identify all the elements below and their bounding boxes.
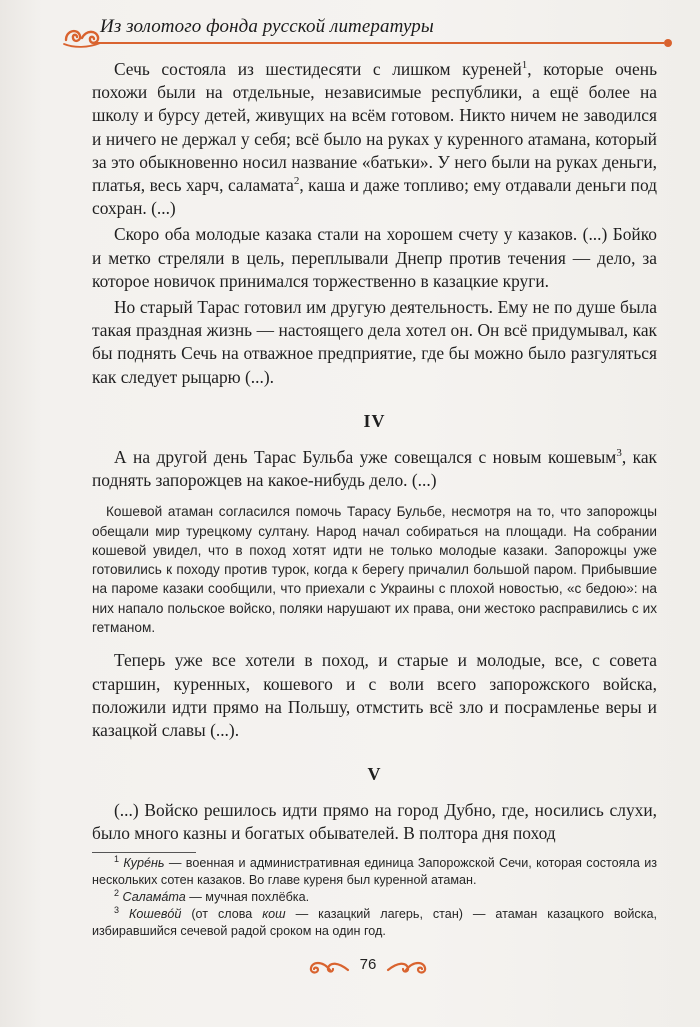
chapter-summary: Кошевой атаман согласился помочь Тарасу Бульбе, несмотря на то, что запорожцы обещали мир турецкому султану. Народ начал собираться на площади. На собрании кошевой увидел, что в поход хотят идти не только молодые казаки. Запорожцы уже готовились к походу против турок, когда к берегу причалил большой паром. Прибывшие на пароме казаки сообщили, что приехали с Украины с плохой новостью, «с бедою»: на них напало польское войско, поляки нарушают их права, они жестоко расправились с их гетманом.	[92, 504, 657, 636]
page-number-block	[308, 954, 428, 984]
footnote: $^3$ Кошевóй (от слова кош — казацкий лагерь, стан) — атаман казацкого войска, избиравшийся сечевой радой сроком на один год.	[92, 905, 658, 938]
chapter-heading: V	[367, 764, 382, 785]
footnote-divider	[92, 852, 196, 853]
footnotes	[92, 855, 657, 940]
header-rule	[94, 42, 664, 44]
paragraph: Но старый Тарас готовил им другую деятельность. Ему не по душе была такая праздная жизнь — настоящего дела хотел он. Он всё придумывал, как бы поднять Сечь на отважное предприятие, где бы можно было разгуляться как следует рыцарю (...).	[92, 297, 657, 387]
swirl-ornament-icon	[386, 958, 428, 978]
page-number: 76	[359, 956, 377, 973]
paragraph: Сечь состояла из шестидесяти с лишком куреней$^1$, которые очень похожи были на отдельные, независимые республики, а ещё более на школу и бурсу детей, живущих на всём готовом. Никто ничем не заводился и ничего не держал у себя; всё было на руках у куренного атамана, который за это обыкновенно носил название «батьки». У него были на руках деньги, платья, весь харч, саламата$^2$, каша и даже топливо; ему отдавали деньги под сохран. (...)	[92, 59, 658, 219]
paragraph: (...) Войско решилось идти прямо на город Дубно, где, носились слухи, было много казны и богатых обывателей. В полтора дня поход	[92, 800, 657, 844]
footnote-ref: 2	[293, 175, 300, 188]
paragraph: Теперь уже все хотели в поход, и старые и молодые, все, с совета старшин, куренных, кошевого и с воли всего запорожского войска, положили идти прямо на Польшу, отмстить всё зло и посрамленье веры и казацкой славы (...).	[92, 650, 657, 740]
footnote-ref: 3	[616, 446, 622, 459]
footnote-ref: 1	[521, 59, 528, 71]
swirl-ornament-icon	[62, 24, 102, 50]
paragraph: А на другой день Тарас Бульба уже совещался с новым кошевым$^3$, как поднять запорожцев на какое-нибудь дело. (...)	[92, 446, 657, 491]
footnote: $^2$ Саламáта — мучная похлёбка.	[114, 888, 310, 904]
main-text	[92, 58, 657, 846]
paragraph: Скоро оба молодые казака стали на хорошем счету у казаков. (...) Бойко и метко стреляли в цель, переплывали Днепр против течения — дело, за которое новичок принимался торжественно в казацкие круги.	[92, 224, 657, 291]
rule-end-dot-icon	[662, 37, 674, 49]
footnote: $^1$ Курéнь — военная и административная единица Запорожской Сечи, которая состояла из нескольких сотен казаков. Во главе куреня был куренной атаман.	[92, 854, 657, 887]
swirl-ornament-icon	[308, 958, 350, 978]
header-title: Из золотого фонда русской литературы	[100, 16, 434, 37]
chapter-heading: IV	[363, 410, 386, 431]
